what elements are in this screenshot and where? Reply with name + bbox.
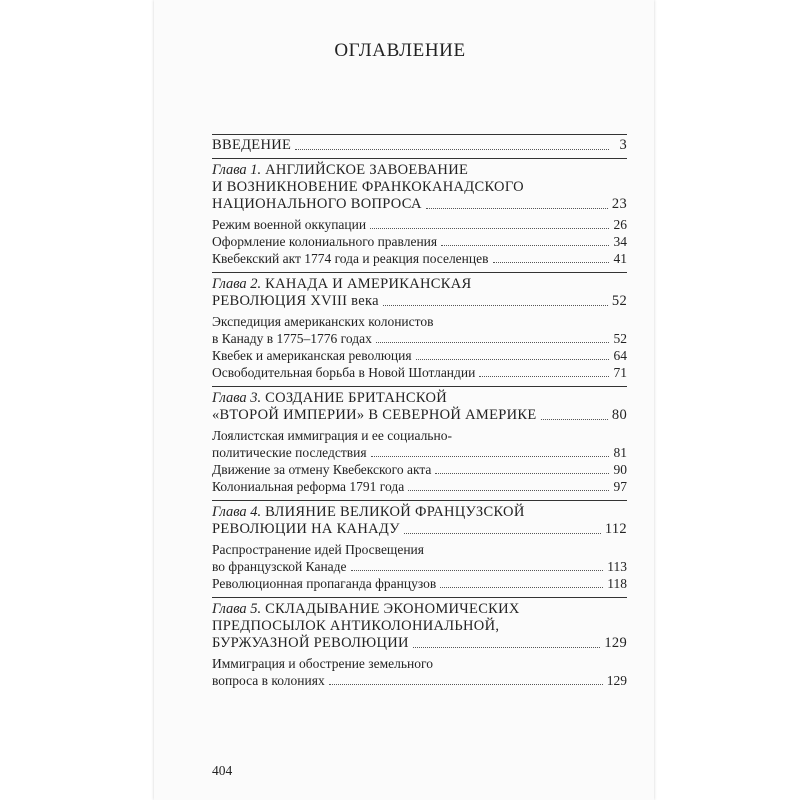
toc-chapters bbox=[212, 158, 627, 694]
dot-leader bbox=[426, 208, 608, 209]
chapter-title-line bbox=[212, 601, 627, 618]
toc-page-number: 80 bbox=[611, 407, 627, 423]
dot-leader bbox=[416, 359, 609, 360]
toc-page-number: 71 bbox=[613, 365, 627, 380]
toc-entry-title: РЕВОЛЮЦИЯ XVIII века bbox=[212, 293, 379, 309]
toc-page-number: 26 bbox=[613, 217, 627, 232]
section-title-line: Экспедиция американских колонистов bbox=[212, 314, 434, 329]
toc-entry-title: «ВТОРОЙ ИМПЕРИИ» В СЕВЕРНОЙ АМЕРИКЕ bbox=[212, 407, 537, 423]
toc-entry bbox=[212, 347, 627, 364]
chapter-prefix: Глава 1. bbox=[212, 162, 262, 178]
chapter-title-text: АНГЛИЙСКОЕ ЗАВОЕВАНИЕ bbox=[265, 162, 469, 178]
toc-entry-title: Освободительная борьба в Новой Шотландии bbox=[212, 365, 476, 380]
chapter-title-line: И ВОЗНИКНОВЕНИЕ ФРАНКОКАНАДСКОГО bbox=[212, 179, 524, 195]
toc-entry bbox=[212, 216, 627, 233]
toc-page-number: 90 bbox=[613, 462, 627, 477]
dot-leader bbox=[371, 456, 609, 457]
toc-entry bbox=[212, 672, 627, 689]
dot-leader bbox=[479, 376, 609, 377]
toc-page-number: 113 bbox=[607, 559, 627, 574]
toc-entry-title: Оформление колониального правления bbox=[212, 234, 438, 249]
toc-page-number: 3 bbox=[619, 137, 627, 153]
toc-page-number: 34 bbox=[613, 234, 627, 249]
dot-leader bbox=[541, 419, 608, 420]
toc-entry-title: Колониальная реформа 1791 года bbox=[212, 479, 405, 494]
toc-entry-title: Революционная пропаганда французов bbox=[212, 576, 437, 591]
dot-leader bbox=[408, 490, 609, 491]
toc-entry-title: в Канаду в 1775–1776 годах bbox=[212, 331, 372, 346]
toc-entry bbox=[212, 575, 627, 592]
toc-chapter bbox=[212, 386, 627, 500]
toc-entry bbox=[212, 444, 627, 461]
toc-entry-title: Движение за отмену Квебекского акта bbox=[212, 462, 432, 477]
chapter-title-text: ВЛИЯНИЕ ВЕЛИКОЙ ФРАНЦУЗСКОЙ bbox=[265, 504, 525, 520]
toc-intro bbox=[212, 134, 627, 154]
toc-page-number: 129 bbox=[606, 673, 627, 688]
dot-leader bbox=[329, 684, 603, 685]
toc-chapter bbox=[212, 158, 627, 272]
chapter-title-line: ПРЕДПОСЫЛОК АНТИКОЛОНИАЛЬНОЙ, bbox=[212, 618, 500, 634]
chapter-title-text: СОЗДАНИЕ БРИТАНСКОЙ bbox=[265, 390, 447, 406]
table-of-contents bbox=[212, 134, 627, 694]
section-title-line: Лоялистская иммиграция и ее социально- bbox=[212, 428, 452, 443]
toc-page-number: 118 bbox=[607, 576, 627, 591]
dot-leader bbox=[376, 342, 609, 343]
toc-sections bbox=[212, 541, 627, 592]
toc-page-number: 41 bbox=[613, 251, 627, 266]
toc-page-number: 52 bbox=[613, 331, 627, 346]
dot-leader bbox=[435, 473, 609, 474]
chapter-title-line bbox=[212, 276, 627, 293]
toc-entry-title: Квебекский акт 1774 года и реакция поселенцев bbox=[212, 251, 489, 266]
toc-entry-title: Квебек и американская революция bbox=[212, 348, 412, 363]
toc-entry bbox=[212, 478, 627, 495]
toc-entry-title: БУРЖУАЗНОЙ РЕВОЛЮЦИИ bbox=[212, 635, 409, 651]
page-number: 404 bbox=[212, 763, 233, 778]
toc-page-number: 81 bbox=[613, 445, 627, 460]
toc-entry bbox=[212, 407, 627, 424]
toc-entry bbox=[212, 461, 627, 478]
toc-page-number: 23 bbox=[611, 196, 627, 212]
toc-chapter bbox=[212, 500, 627, 597]
toc-page-number: 112 bbox=[604, 521, 627, 537]
toc-sections bbox=[212, 216, 627, 267]
chapter-title-text: КАНАДА И АМЕРИКАНСКАЯ bbox=[265, 276, 472, 292]
chapter-title-line bbox=[212, 504, 627, 521]
dot-leader bbox=[351, 570, 604, 571]
dot-leader bbox=[440, 587, 603, 588]
toc-entry-title: Режим военной оккупации bbox=[212, 217, 367, 232]
toc-entry bbox=[212, 635, 627, 652]
dot-leader bbox=[404, 533, 601, 534]
chapter-prefix: Глава 2. bbox=[212, 276, 262, 292]
toc-page-number: 97 bbox=[613, 479, 627, 494]
toc-entry bbox=[212, 233, 627, 250]
toc-entry-title: во французской Канаде bbox=[212, 559, 347, 574]
section-title-line: Иммиграция и обострение земельного bbox=[212, 656, 433, 671]
dot-leader bbox=[493, 262, 610, 263]
toc-sections bbox=[212, 655, 627, 689]
toc-entry bbox=[212, 196, 627, 213]
toc-entry-title: ВВЕДЕНИЕ bbox=[212, 137, 292, 153]
toc-entry-title: НАЦИОНАЛЬНОГО ВОПРОСА bbox=[212, 196, 422, 212]
toc-page-number: 52 bbox=[611, 293, 627, 309]
toc-page-number: 64 bbox=[613, 348, 627, 363]
chapter-title-line bbox=[212, 162, 627, 179]
toc-entry bbox=[212, 330, 627, 347]
toc-entry-title: вопроса в колониях bbox=[212, 673, 325, 688]
chapter-prefix: Глава 5. bbox=[212, 601, 262, 617]
toc-entry bbox=[212, 521, 627, 538]
toc-chapter bbox=[212, 597, 627, 694]
chapter-prefix: Глава 4. bbox=[212, 504, 262, 520]
toc-entry bbox=[212, 293, 627, 310]
dot-leader bbox=[441, 245, 609, 246]
section-title-line: Распространение идей Просвещения bbox=[212, 542, 424, 557]
dot-leader bbox=[413, 647, 601, 648]
chapter-title-text: СКЛАДЫВАНИЕ ЭКОНОМИЧЕСКИХ bbox=[265, 601, 520, 617]
toc-entry bbox=[212, 250, 627, 267]
toc-entry bbox=[212, 364, 627, 381]
toc-entry-title: РЕВОЛЮЦИИ НА КАНАДУ bbox=[212, 521, 400, 537]
toc-sections bbox=[212, 427, 627, 495]
page-title: ОГЛАВЛЕНИЕ bbox=[334, 40, 466, 61]
toc-entry-title: политические последствия bbox=[212, 445, 367, 460]
dot-leader bbox=[383, 305, 608, 306]
dot-leader bbox=[370, 228, 609, 229]
chapter-prefix: Глава 3. bbox=[212, 390, 262, 406]
dot-leader bbox=[295, 149, 609, 150]
toc-entry bbox=[212, 558, 627, 575]
toc-chapter bbox=[212, 272, 627, 386]
toc-page-number: 129 bbox=[604, 635, 627, 651]
spacer bbox=[212, 689, 627, 694]
toc-entry bbox=[212, 137, 627, 154]
toc-sections bbox=[212, 313, 627, 381]
chapter-title-line bbox=[212, 390, 627, 407]
